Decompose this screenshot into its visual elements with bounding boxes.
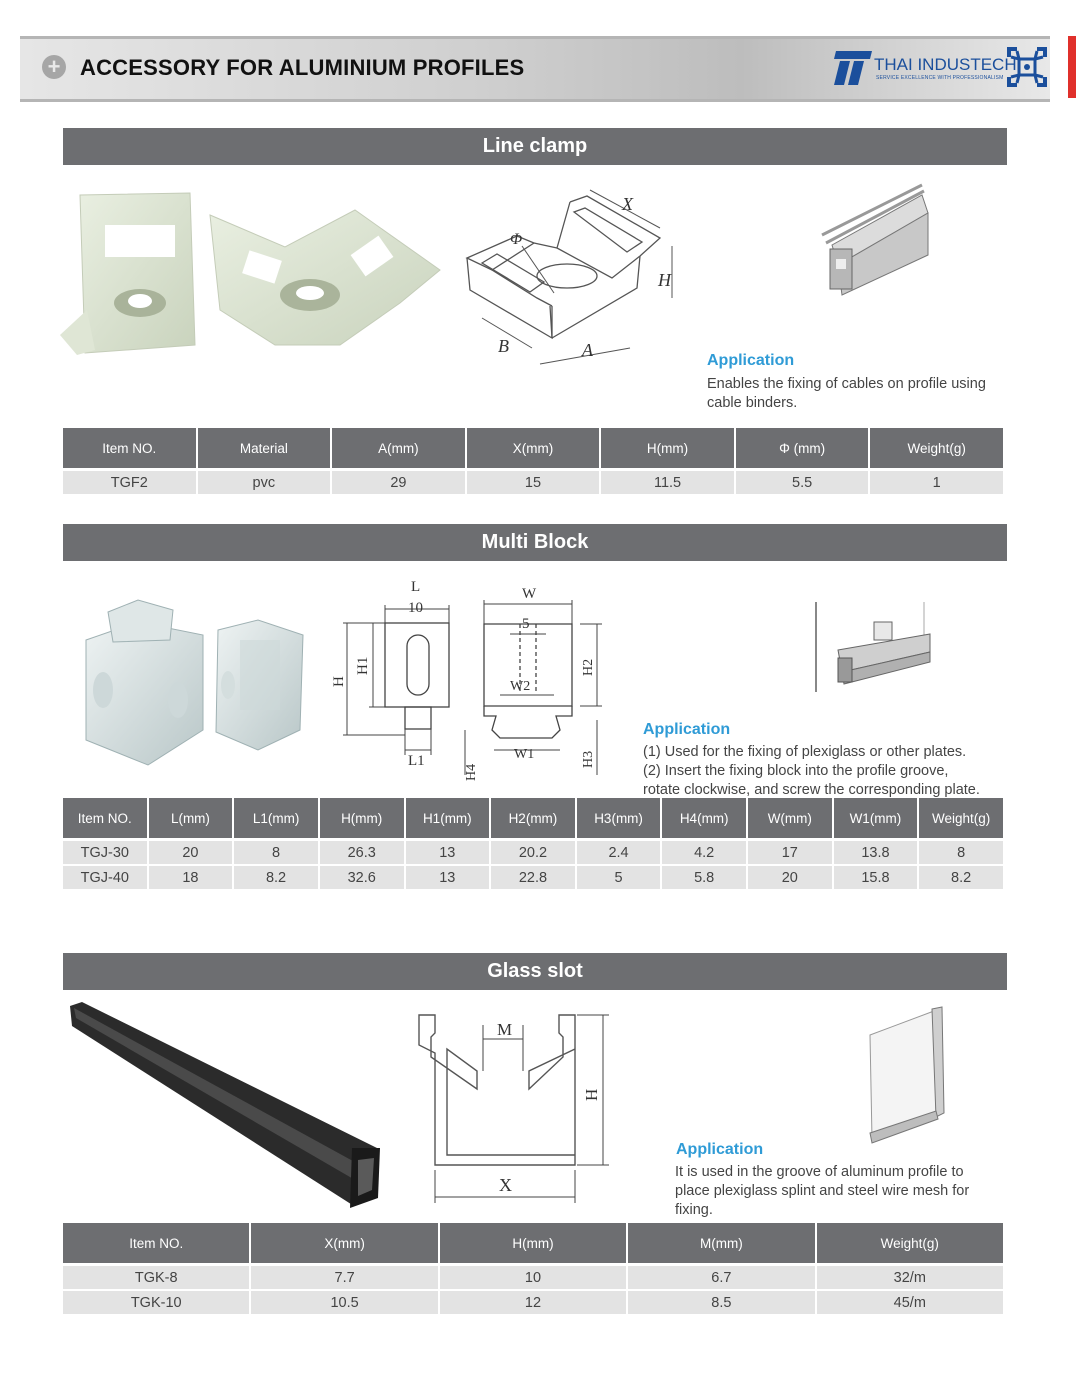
drawing-label-l1: L1 xyxy=(408,753,425,769)
line-clamp-spec-table xyxy=(61,428,1005,494)
table-header: M(mm) xyxy=(628,1223,814,1263)
table-cell: 13 xyxy=(406,864,490,889)
table-cell: 15.8 xyxy=(834,864,918,889)
line-clamp-drawing xyxy=(462,188,690,378)
table-cell: 8.2 xyxy=(234,864,318,889)
section-title-line-clamp: Line clamp xyxy=(63,128,1007,165)
table-cell: 17 xyxy=(748,838,832,864)
application-line: fixing. xyxy=(675,1202,713,1218)
drawing-label-h: H xyxy=(331,676,347,687)
glass-slot-photo xyxy=(62,998,387,1210)
table-row xyxy=(63,468,1003,494)
table-header: Weight(g) xyxy=(919,798,1003,838)
line-clamp-photo xyxy=(55,185,445,360)
drawing-label-l: L xyxy=(411,579,421,595)
table-header: L1(mm) xyxy=(234,798,318,838)
table-cell: 26.3 xyxy=(320,838,404,864)
table-row xyxy=(63,1263,1003,1289)
drawing-label-h4: H4 xyxy=(464,763,479,781)
accent-bar xyxy=(1068,36,1076,98)
table-cell: 8 xyxy=(919,838,1003,864)
multi-block-spec-table xyxy=(61,798,1005,889)
page-header xyxy=(20,36,1050,102)
table-header: W(mm) xyxy=(748,798,832,838)
table-header: Material xyxy=(198,428,331,468)
table-header: Item NO. xyxy=(63,798,147,838)
table-cell: 5.5 xyxy=(736,468,869,494)
table-cell: 7.7 xyxy=(251,1263,437,1289)
glass-slot-drawing xyxy=(405,1005,635,1205)
section-title-multi-block: Multi Block xyxy=(63,524,1007,561)
multi-block-front-drawing xyxy=(470,580,610,780)
drawing-label-w1: W1 xyxy=(514,747,535,762)
application-text-glass-slot xyxy=(675,1163,1015,1220)
profile-cross-section-logo-icon xyxy=(1005,45,1049,89)
drawing-label-m: M xyxy=(497,1020,513,1039)
drawing-label-5: 5 xyxy=(522,616,530,632)
table-cell: 4.2 xyxy=(662,838,746,864)
table-cell: 22.8 xyxy=(491,864,575,889)
table-cell: 20 xyxy=(748,864,832,889)
table-cell: TGK-8 xyxy=(63,1263,249,1289)
table-row xyxy=(63,1289,1003,1314)
table-header: L(mm) xyxy=(149,798,233,838)
drawing-label-x: X xyxy=(622,194,633,214)
table-header: X(mm) xyxy=(251,1223,437,1263)
application-text-line-clamp xyxy=(707,375,1017,413)
table-header: H1(mm) xyxy=(406,798,490,838)
multi-block-side-drawing xyxy=(325,575,479,785)
table-cell: 20 xyxy=(149,838,233,864)
table-header: Weight(g) xyxy=(817,1223,1003,1263)
table-cell: 29 xyxy=(332,468,465,494)
table-cell: 8 xyxy=(234,838,318,864)
multi-block-photo xyxy=(78,600,313,768)
page-title: ACCESSORY FOR ALUMINIUM PROFILES xyxy=(80,55,525,80)
table-header: X(mm) xyxy=(467,428,600,468)
table-cell: 10.5 xyxy=(251,1289,437,1314)
table-cell: 45/m xyxy=(817,1289,1003,1314)
table-cell: 32.6 xyxy=(320,864,404,889)
drawing-label-h2: H2 xyxy=(581,658,596,676)
table-cell: TGJ-40 xyxy=(63,864,147,889)
application-line: place plexiglass splint and steel wire mesh for xyxy=(675,1183,970,1199)
table-cell: 32/m xyxy=(817,1263,1003,1289)
brand-tagline: SERVICE EXCELLENCE WITH PROFESSIONALISM xyxy=(876,75,1004,81)
table-cell: 1 xyxy=(870,468,1003,494)
drawing-label-h3: H3 xyxy=(581,750,596,768)
table-header: A(mm) xyxy=(332,428,465,468)
brand-logo-mark-icon xyxy=(828,51,872,85)
table-header: Φ (mm) xyxy=(736,428,869,468)
line-clamp-application-photo xyxy=(812,185,932,300)
table-cell: 13.8 xyxy=(834,838,918,864)
drawing-label-h: H xyxy=(658,270,671,290)
table-cell: pvc xyxy=(198,468,331,494)
table-header: H3(mm) xyxy=(577,798,661,838)
table-cell: 8.5 xyxy=(628,1289,814,1314)
table-cell: 10 xyxy=(440,1263,626,1289)
table-cell: 5.8 xyxy=(662,864,746,889)
drawing-label-10: 10 xyxy=(408,600,423,616)
drawing-label-b: B xyxy=(498,336,509,356)
drawing-label-x: X xyxy=(499,1175,512,1195)
table-cell: 8.2 xyxy=(919,864,1003,889)
brand-name: THAI INDUSTECH xyxy=(874,55,1017,74)
table-cell: 15 xyxy=(467,468,600,494)
table-row xyxy=(63,838,1003,864)
plus-circle-icon: + xyxy=(42,55,66,79)
application-line: (2) Insert the fixing block into the profile groove, xyxy=(643,763,949,779)
drawing-label-h1: H1 xyxy=(355,656,371,675)
table-cell: 11.5 xyxy=(601,468,734,494)
application-line: It is used in the groove of aluminum profile to xyxy=(675,1164,964,1180)
application-line: cable binders. xyxy=(707,395,798,411)
application-title-line-clamp: Application xyxy=(707,352,795,369)
glass-slot-spec-table xyxy=(61,1223,1005,1314)
table-cell: 5 xyxy=(577,864,661,889)
table-header: Item NO. xyxy=(63,1223,249,1263)
table-header: H2(mm) xyxy=(491,798,575,838)
application-line: Enables the fixing of cables on profile using xyxy=(707,376,986,392)
table-header: H(mm) xyxy=(320,798,404,838)
table-header: Item NO. xyxy=(63,428,196,468)
multi-block-application-photo xyxy=(812,600,937,695)
application-line: (1) Used for the fixing of plexiglass or other plates. xyxy=(643,744,967,760)
table-header: W1(mm) xyxy=(834,798,918,838)
drawing-label-a: A xyxy=(582,340,593,360)
table-cell: 20.2 xyxy=(491,838,575,864)
section-title-glass-slot: Glass slot xyxy=(63,953,1007,990)
application-text-multi-block xyxy=(643,743,1013,800)
drawing-label-w: W xyxy=(522,586,537,602)
drawing-label-phi: Φ xyxy=(510,231,523,248)
table-cell: 18 xyxy=(149,864,233,889)
glass-slot-application-photo xyxy=(862,1005,952,1145)
application-title-glass-slot: Application xyxy=(676,1141,764,1158)
table-cell: TGJ-30 xyxy=(63,838,147,864)
table-row xyxy=(63,864,1003,889)
table-cell: 6.7 xyxy=(628,1263,814,1289)
table-cell: TGF2 xyxy=(63,468,196,494)
drawing-label-w2: W2 xyxy=(510,679,531,694)
table-cell: 2.4 xyxy=(577,838,661,864)
table-cell: 13 xyxy=(406,838,490,864)
table-header: H4(mm) xyxy=(662,798,746,838)
application-title-multi-block: Application xyxy=(643,721,731,738)
table-header: Weight(g) xyxy=(870,428,1003,468)
drawing-label-h: H xyxy=(582,1088,601,1101)
table-cell: 12 xyxy=(440,1289,626,1314)
table-header: H(mm) xyxy=(601,428,734,468)
application-line: rotate clockwise, and screw the corresponding plate. xyxy=(643,782,980,798)
table-cell: TGK-10 xyxy=(63,1289,249,1314)
table-header: H(mm) xyxy=(440,1223,626,1263)
